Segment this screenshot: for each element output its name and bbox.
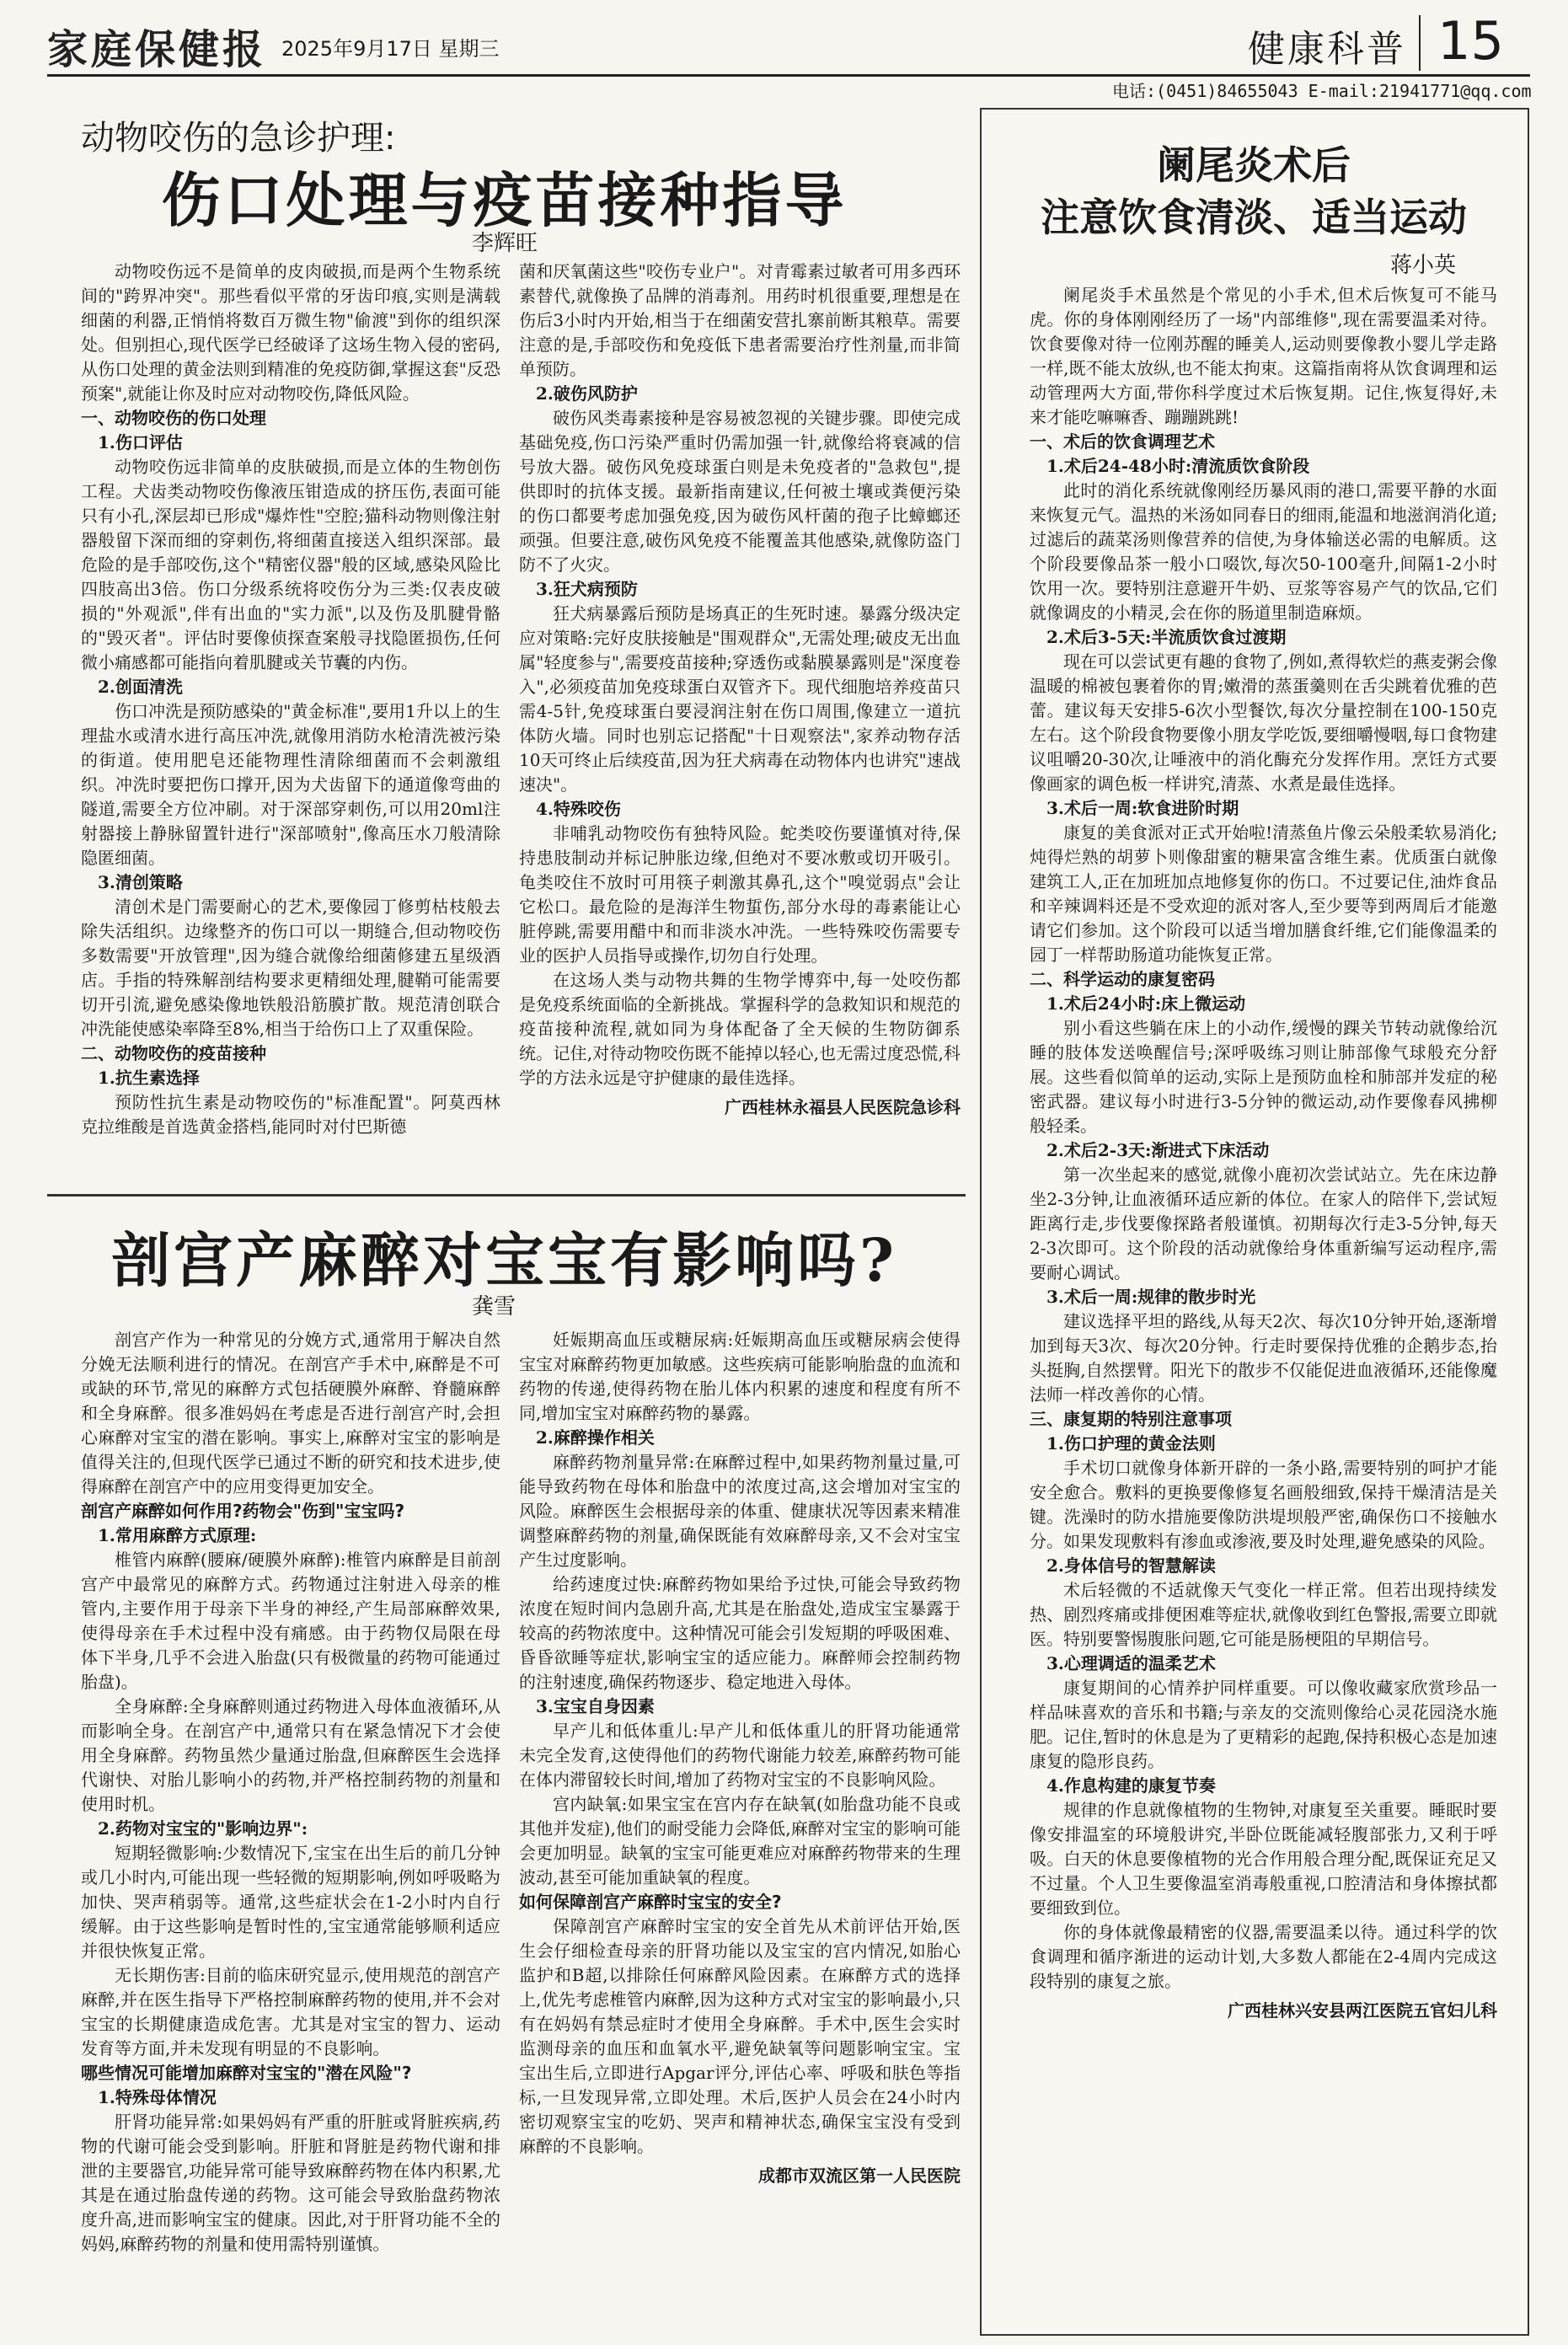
- article2-column-2: [519, 1328, 961, 2331]
- paragraph: 狂犬病暴露后预防是场真正的生死时速。暴露分级决定应对策略:完好皮肤接触是"围观群众",无需处理;破皮无出血属"轻度参与",需要疫苗接种;穿透伤或黏膜暴露则是"深度卷入",必须疫苗加免疫球蛋白双管齐下。现代细胞培养疫苗只需4-5针,免疫球蛋白要浸润注射在伤口周围,像建立一道抗体防火墙。同时也别忘记搭配"十日观察法",家养动物存活10天可终止后续疫苗,因为狂犬病毒在动物体内也讲究"速战速决"。: [519, 603, 961, 795]
- section-heading: 三、康复期的特别注意事项: [1030, 1409, 1232, 1429]
- section-heading: 一、术后的饮食调理艺术: [1030, 431, 1215, 452]
- section-heading: 剖宫产麻醉如何作用?药物会"伤到"宝宝吗?: [81, 1501, 405, 1521]
- sub-heading: 2.身体信号的智慧解读: [1046, 1555, 1216, 1576]
- paragraph: 此时的消化系统就像刚经历暴风雨的港口,需要平静的水面来恢复元气。温热的米汤如同春日的细雨,能温和地滋润消化道;过滤后的蔬菜汤则像营养的信使,为身体输送必需的电解质。这个阶段要像品茶一般小口啜饮,每次50-100毫升,间隔1-2小时饮用一次。要特别注意避开牛奶、豆浆等容易产气的饮品,它们就像调皮的小精灵,会在你的肠道里制造麻烦。: [1030, 480, 1497, 623]
- paragraph: 保障剖宫产麻醉时宝宝的安全首先从术前评估开始,医生会仔细检查母亲的肝肾功能以及宝宝的宫内情况,如胎心监护和B超,以排除任何麻醉风险因素。在麻醉方式的选择上,优先考虑椎管内麻醉,因为这种方式对宝宝的影响最小,只有在妈妈有禁忌症时才使用全身麻醉。手术中,医生会实时监测母亲的血压和血氧水平,避免缺氧等问题影响宝宝。宝宝出生后,立即进行Apgar评分,评估心率、呼吸和肤色等指标,一旦发现异常,立即处理。术后,医护人员会在24小时内密切观察宝宝的吃奶、哭声和精神状态,确保宝宝没有受到麻醉的不良影响。: [519, 1916, 961, 2156]
- paragraph: 在这场人类与动物共舞的生物学博弈中,每一处咬伤都是免疫系统面临的全新挑战。掌握科学的急救知识和规范的疫苗接种流程,就如同为身体配备了全天候的生物防御系统。记住,对待动物咬伤既不能掉以轻心,也无需过度恐慌,科学的方法永远是守护健康的最佳选择。: [519, 970, 961, 1088]
- sub-heading: 1.伤口护理的黄金法则: [1046, 1433, 1216, 1454]
- section-divider: [47, 1194, 966, 1197]
- sub-heading: 4.作息构建的康复节奏: [1046, 1775, 1216, 1796]
- article3-title-line1: 阑尾炎术后: [1157, 142, 1351, 188]
- paragraph: 肝肾功能异常:如果妈妈有严重的肝脏或肾脏疾病,药物的代谢可能会受到影响。肝脏和肾脏是药物代谢和排泄的主要器官,功能异常可能导致麻醉药物在体内积累,尤其是在通过胎盘传递的药物。这可能会导致胎盘药物浓度升高,进而影响宝宝的健康。因此,对于肝肾功能不全的妈妈,麻醉药物的剂量和使用需特别谨慎。: [81, 2112, 500, 2254]
- paragraph: 手术切口就像身体新开辟的一条小路,需要特别的呵护才能安全愈合。敷料的更换要像修复名画般细致,保持干燥清洁是关键。洗澡时的防水措施要像防洪堤坝般严密,确保伤口不接触水分。如果发现敷料有渗血或渗液,要及时处理,避免感染的风险。: [1030, 1458, 1497, 1551]
- article3-title-line2: 注意饮食清淡、适当运动: [1041, 195, 1467, 240]
- article2-title: 剖宫产麻醉对宝宝有影响吗?: [110, 1225, 897, 1295]
- sub-heading: 1.常用麻醉方式原理:: [98, 1525, 257, 1545]
- paragraph: 剖宫产作为一种常见的分娩方式,通常用于解决自然分娩无法顺利进行的情况。在剖宫产手术中,麻醉是不可或缺的环节,常见的麻醉方式包括硬膜外麻醉、脊髓麻醉和全身麻醉。很多准妈妈在考虑是否进行剖宫产时,会担心麻醉对宝宝的潜在影响。事实上,麻醉对宝宝的影响是值得关注的,但现代医学已通过不断的研究和技术进步,使得麻醉在剖宫产中的应用变得更加安全。: [81, 1330, 500, 1496]
- article1-column-2: [519, 260, 961, 1186]
- section-heading: 二、科学运动的康复密码: [1030, 969, 1215, 989]
- sub-heading: 1.特殊母体情况: [98, 2087, 217, 2107]
- paragraph: 动物咬伤远不是简单的皮肉破损,而是两个生物系统间的"跨界冲突"。那些看似平常的牙齿印痕,实则是满载细菌的利器,正悄悄将数百万微生物"偷渡"到你的组织深处。但别担心,现代医学已经破译了这场生物入侵的密码,从伤口处理的黄金法则到精准的免疫防御,掌握这套"反恐预案",就能让你及时应对动物咬伤,降低风险。: [81, 261, 500, 404]
- sub-heading: 3.心理调适的温柔艺术: [1046, 1653, 1216, 1673]
- sub-heading: 1.术后24小时:床上微运动: [1046, 993, 1246, 1014]
- sub-heading: 4.特殊咬伤: [536, 799, 621, 819]
- paragraph: 阑尾炎手术虽然是个常见的小手术,但术后恢复可不能马虎。你的身体刚刚经历了一场"内部维修",现在需要温柔对待。饮食要像对待一位刚苏醒的睡美人,运动则要像教小婴儿学走路一样,既不能太放纵,也不能太拘束。这篇指南将从饮食调理和运动管理两大方面,带你科学度过术后恢复期。记住,恢复得好,未来才能吃嘛嘛香、蹦蹦跳跳!: [1030, 285, 1497, 427]
- article1-kicker: 动物咬伤的急诊护理:: [81, 119, 396, 158]
- masthead-divider: [1419, 15, 1421, 71]
- paragraph: 动物咬伤远非简单的皮肤破损,而是立体的生物创伤工程。犬齿类动物咬伤像液压钳造成的挤压伤,表面可能只有小孔,深层却已形成"爆炸性"空腔;猫科动物则像注射器般留下深而细的穿刺伤,将细菌直接送入组织深部。最危险的是手部咬伤,这个"精密仪器"般的区域,感染风险比四肢高出3倍。伤口分级系统将咬伤分为三类:仅表皮破损的"外观派",伴有出血的"实力派",以及伤及肌腱骨骼的"毁灭者"。评估时要像侦探查案般寻找隐匿损伤,任何微小痛感都可能指向着肌腱或关节囊的内伤。: [81, 457, 500, 672]
- paragraph: 麻醉药物剂量异常:在麻醉过程中,如果药物剂量过量,可能导致药物在母体和胎盘中的浓度过高,这会增加对宝宝的风险。麻醉医生会根据母亲的体重、健康状况等因素来精准调整麻醉药物的剂量,确保既能有效麻醉母亲,又不会对宝宝产生过度影响。: [519, 1452, 961, 1570]
- masthead-rule: [47, 74, 1530, 77]
- sub-heading: 1.伤口评估: [98, 432, 183, 452]
- paragraph: 预防性抗生素是动物咬伤的"标准配置"。阿莫西林克拉维酸是首选黄金搭档,能同时对付巴斯德: [81, 1092, 500, 1137]
- paragraph: 给药速度过快:麻醉药物如果给予过快,可能会导致药物浓度在短时间内急剧升高,尤其是在胎盘处,造成宝宝暴露于较高的药物浓度中。这种情况可能会引发短期的呼吸困难、昏昏欲睡等症状,影响宝宝的适应能力。麻醉师会控制药物的注射速度,确保药物逐步、稳定地进入母体。: [519, 1574, 961, 1692]
- section-name: 健康科普: [1248, 28, 1406, 71]
- sub-heading: 1.抗生素选择: [98, 1068, 200, 1088]
- sub-heading: 2.麻醉操作相关: [536, 1427, 655, 1448]
- paragraph: 康复期间的心情养护同样重要。可以像收藏家欣赏珍品一样品味喜欢的音乐和书籍;与亲友的交流则像给心灵花园浇水施肥。记住,暂时的休息是为了更精彩的起跑,保持积极心态是加速康复的隐形良药。: [1030, 1678, 1497, 1771]
- article1-column-1: [81, 260, 500, 1186]
- contact-line: 电话:(0451)84655043 E-mail:21941771@qq.com: [1112, 81, 1532, 101]
- sub-heading: 3.术后一周:软食进阶时期: [1046, 798, 1239, 818]
- paragraph: 康复的美食派对正式开始啦!清蒸鱼片像云朵般柔软易消化;炖得烂熟的胡萝卜则像甜蜜的糖果富含维生素。优质蛋白就像建筑工人,正在加班加点地修复你的伤口。不过要记住,油炸食品和辛辣调料还是不受欢迎的派对客人,至少要等到两周后才能邀请它们参加。这个阶段可以适当增加膳食纤维,它们能像温柔的园丁一样帮助肠道功能恢复正常。: [1030, 822, 1497, 965]
- sub-heading: 3.宝宝自身因素: [536, 1696, 655, 1716]
- article3-column: [1030, 283, 1497, 2322]
- sub-heading: 3.狂犬病预防: [536, 579, 638, 599]
- article2-column-1: [81, 1328, 500, 2331]
- newspaper-title: 家庭保健报: [47, 26, 267, 73]
- paragraph: 别小看这些躺在床上的小动作,缓慢的踝关节转动就像给沉睡的肢体发送唤醒信号;深呼吸练习则让肺部像气球般充分舒展。这些看似简单的运动,实际上是预防血栓和肺部并发症的秘密武器。建议每小时进行3-5分钟的微运动,动作要像春风拂柳般轻柔。: [1030, 1018, 1497, 1136]
- article2-author: 龚雪: [472, 1294, 516, 1320]
- section-heading: 二、动物咬伤的疫苗接种: [81, 1043, 266, 1063]
- source-line: 广西桂林永福县人民医院急诊科: [725, 1097, 961, 1117]
- sub-heading: 2.药物对宝宝的"影响边界":: [98, 1818, 308, 1839]
- section-heading: 如何保障剖宫产麻醉时宝宝的安全?: [519, 1892, 782, 1912]
- article1-title: 伤口处理与疫苗接种指导: [161, 165, 848, 235]
- source-line: 成都市双流区第一人民医院: [758, 2166, 961, 2186]
- section-heading: 哪些情况可能增加麻醉对宝宝的"潜在风险"?: [81, 2063, 412, 2083]
- paragraph: 现在可以尝试更有趣的食物了,例如,煮得软烂的燕麦粥会像温暖的棉被包裹着你的胃;嫩滑的蒸蛋羹则在舌尖跳着优雅的芭蕾。建议每天安排5-6次小型餐饮,每次分量控制在100-150克左右。这个阶段食物要像小朋友学吃饭,要细嚼慢咽,每口食物建议咀嚼20-30次,让唾液中的消化酶充分发挥作用。烹饪方式要像画家的调色板一样讲究,清蒸、水煮是最佳选择。: [1030, 651, 1497, 794]
- paragraph: 早产儿和低体重儿:早产儿和低体重儿的肝肾功能通常未完全发育,这使得他们的药物代谢能力较差,麻醉药物可能在体内滞留较长时间,增加了药物对宝宝的不良影响风险。: [519, 1721, 961, 1790]
- paragraph: 无长期伤害:目前的临床研究显示,使用规范的剖宫产麻醉,并在医生指导下严格控制麻醉药物的使用,并不会对宝宝的长期健康造成危害。尤其是对宝宝的智力、运动发育等方面,并未发现有明显的不良影响。: [81, 1965, 500, 2059]
- sub-heading: 2.术后3-5天:半流质饮食过渡期: [1046, 627, 1287, 647]
- section-heading: 一、动物咬伤的伤口处理: [81, 408, 266, 428]
- paragraph: 规律的作息就像植物的生物钟,对康复至关重要。睡眠时要像安排温室的环境般讲究,半卧位既能减轻腹部张力,又利于呼吸。白天的休息要像植物的光合作用般合理分配,既保证充足又不过量。个人卫生要像温室消毒般重视,口腔清洁和身体擦拭都要细致到位。: [1030, 1800, 1497, 1918]
- paragraph: 建议选择平坦的路线,从每天2次、每次10分钟开始,逐渐增加到每天3次、每次20分钟。行走时要保持优雅的企鹅步态,抬头挺胸,自然摆臂。阳光下的散步不仅能促进血液循环,还能像魔法师一样改善你的心情。: [1030, 1311, 1497, 1405]
- article1-author: 李辉旺: [472, 231, 538, 256]
- paragraph: 椎管内麻醉(腰麻/硬膜外麻醉):椎管内麻醉是目前剖宫产中最常见的麻醉方式。药物通过注射进入母亲的椎管内,主要作用于母亲下半身的神经,产生局部麻醉效果,使得母亲在手术过程中没有痛感。由于药物仅局限在母体下半身,几乎不会进入胎盘(只有极微量的药物可能通过胎盘)。: [81, 1550, 500, 1692]
- issue-date: 2025年9月17日 星期三: [281, 37, 500, 61]
- paragraph: 破伤风类毒素接种是容易被忽视的关键步骤。即使完成基础免疫,伤口污染严重时仍需加强一针,就像给将衰减的信号放大器。破伤风免疫球蛋白则是未免疫者的"急救包",提供即时的抗体支援。最新指南建议,任何被土壤或粪便污染的伤口都要考虑加强免疫,因为破伤风杆菌的孢子比蟑螂还顽强。但要注意,破伤风免疫不能覆盖其他感染,就像防盗门防不了火灾。: [519, 408, 961, 575]
- sub-heading: 3.术后一周:规律的散步时光: [1046, 1287, 1256, 1307]
- sub-heading: 3.清创策略: [98, 872, 183, 892]
- paragraph: 术后轻微的不适就像天气变化一样正常。但若出现持续发热、剧烈疼痛或排便困难等症状,就像收到红色警报,需要立即就医。特别要警惕腹胀问题,它可能是肠梗阻的早期信号。: [1030, 1580, 1497, 1649]
- masthead: [47, 10, 1530, 74]
- sub-heading: 2.破伤风防护: [536, 383, 638, 404]
- page-number: 15: [1437, 10, 1504, 72]
- source-line: 广西桂林兴安县两江医院五官妇儿科: [1228, 2000, 1497, 2021]
- paragraph: 伤口冲洗是预防感染的"黄金标准",要用1升以上的生理盐水或清水进行高压冲洗,就像用消防水枪清洗被污染的街道。使用肥皂还能物理性清除细菌而不会刺激组织。冲洗时要把伤口撑开,因为犬齿留下的通道像弯曲的隧道,需要全方位冲刷。对于深部穿刺伤,可以用20ml注射器接上静脉留置针进行"深部喷射",像高压水刀般清除隐匿细菌。: [81, 701, 500, 868]
- sub-heading: 2.术后2-3天:渐进式下床活动: [1046, 1140, 1270, 1160]
- article3-author: 蒋小英: [1390, 253, 1457, 278]
- paragraph: 短期轻微影响:少数情况下,宝宝在出生后的前几分钟或几小时内,可能出现一些轻微的短期影响,例如呼吸略为加快、哭声稍弱等。通常,这些症状会在1-2小时内自行缓解。由于这些影响是暂时性的,宝宝通常能够顺利适应并很快恢复正常。: [81, 1843, 500, 1961]
- paragraph: 你的身体就像最精密的仪器,需要温柔以待。通过科学的饮食调理和循序渐进的运动计划,大多数人都能在2-4周内完成这段特别的康复之旅。: [1030, 1922, 1497, 1991]
- paragraph: 全身麻醉:全身麻醉则通过药物进入母体血液循环,从而影响全身。在剖宫产中,通常只有在紧急情况下才会使用全身麻醉。药物虽然少量通过胎盘,但麻醉医生会选择代谢快、对胎儿影响小的药物,并严格控制药物的剂量和使用时机。: [81, 1696, 500, 1814]
- paragraph: 宫内缺氧:如果宝宝在宫内存在缺氧(如胎盘功能不良或其他并发症),他们的耐受能力会降低,麻醉对宝宝的影响可能会更加明显。缺氧的宝宝可能更难应对麻醉药物带来的生理波动,甚至可能加重缺氧的程度。: [519, 1794, 961, 1887]
- sub-heading: 2.创面清洗: [98, 677, 183, 697]
- paragraph-continued: 菌和厌氧菌这些"咬伤专业户"。对青霉素过敏者可用多西环素替代,就像换了品牌的消毒剂。用药时机很重要,理想是在伤后3小时内开始,相当于在细菌安营扎寨前断其粮草。需要注意的是,手部咬伤和免疫低下患者需要治疗性剂量,而非简单预防。: [519, 261, 961, 379]
- paragraph: 妊娠期高血压或糖尿病:妊娠期高血压或糖尿病会使得宝宝对麻醉药物更加敏感。这些疾病可能影响胎盘的血流和药物的传递,使得药物在胎儿体内积累的速度和程度有所不同,增加宝宝对麻醉药物的暴露。: [519, 1330, 961, 1423]
- paragraph: 第一次坐起来的感觉,就像小鹿初次尝试站立。先在床边静坐2-3分钟,让血液循环适应新的体位。在家人的陪伴下,尝试短距离行走,步伐要像探路者般谨慎。初期每次行走3-5分钟,每天2-3次即可。这个阶段的活动就像给身体重新编写运动程序,需要耐心调试。: [1030, 1164, 1497, 1282]
- sub-heading: 1.术后24-48小时:清流质饮食阶段: [1046, 456, 1310, 476]
- paragraph: 非哺乳动物咬伤有独特风险。蛇类咬伤要谨慎对待,保持患肢制动并标记肿胀边缘,但绝对不要冰敷或切开吸引。龟类咬住不放时可用筷子刺激其鼻孔,这个"嗅觉弱点"会让它松口。最危险的是海洋生物蜇伤,部分水母的毒素能让心脏停跳,需要用醋中和而非淡水冲洗。一些特殊咬伤需要专业的医护人员指导或操作,切勿自行处理。: [519, 823, 961, 966]
- paragraph: 清创术是门需要耐心的艺术,要像园丁修剪枯枝般去除失活组织。边缘整齐的伤口可以一期缝合,但动物咬伤多数需要"开放管理",因为缝合就像给细菌修建五星级酒店。手指的特殊解剖结构要求更精细处理,腱鞘可能需要切开引流,避免感染像地铁般沿筋膜扩散。规范清创联合冲洗能使感染率降至8%,相当于给伤口上了双重保险。: [81, 897, 500, 1039]
